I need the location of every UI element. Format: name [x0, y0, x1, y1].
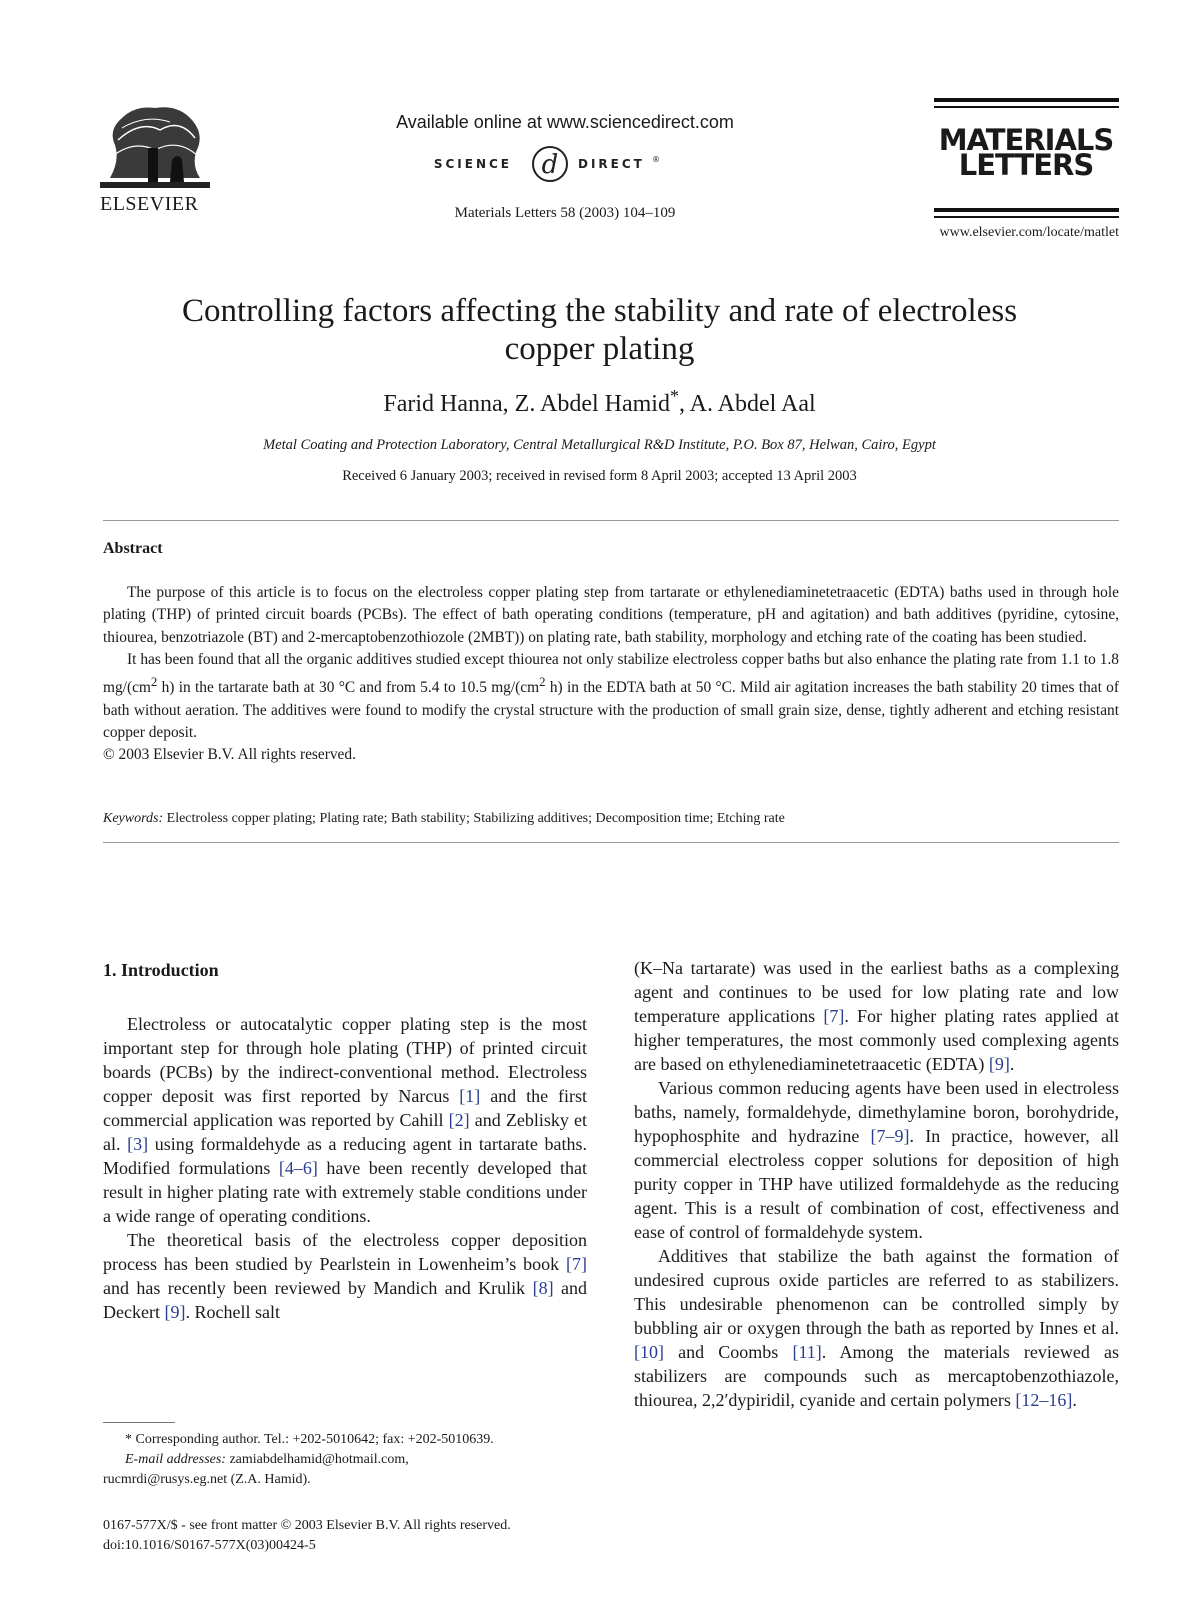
left-column [103, 1012, 587, 1324]
citation-link[interactable]: [7–9] [870, 1126, 910, 1146]
footnote-rule [103, 1422, 175, 1423]
sciencedirect-right: DIRECT [578, 157, 645, 171]
citation-link[interactable]: [8] [532, 1278, 554, 1298]
email-link[interactable]: rucmrdi@rusys.eg.net (Z.A. Hamid). [103, 1472, 311, 1487]
email-link[interactable]: zamiabdelhamid@hotmail.com, [225, 1452, 409, 1467]
citation-link[interactable]: [4–6] [278, 1158, 318, 1178]
paragraph-text: (K–Na tartarate) was used in the earliest baths as a complexing agent and continues to be used for low plating rate and low temperature applications [634, 958, 1119, 1026]
citation-link[interactable]: [10] [634, 1342, 664, 1362]
paragraph-text: . [1009, 1054, 1015, 1074]
paragraph-text: Various common reducing agents have been used in electroless baths, namely, formaldehyde, dimethylamine boron, borohydride, hypophosphite and hydrazine [634, 1078, 1119, 1146]
paragraph-text: have been recently developed that result in higher plating rate with extremely stable conditions under a wide range of operating conditions. [103, 1158, 587, 1226]
journal-rule [934, 208, 1119, 212]
author-list: Farid Hanna, Z. Abdel Hamid*, A. Abdel Aal [383, 386, 816, 417]
svg-text:d: d [541, 150, 559, 180]
body-paragraph [103, 1012, 587, 1228]
body-paragraph [634, 1244, 1119, 1412]
body-paragraph [634, 1076, 1119, 1244]
right-column [634, 956, 1119, 1412]
journal-url[interactable]: www.elsevier.com/locate/matlet [939, 225, 1119, 240]
paragraph-text: and the first commercial application was reported by Cahill [103, 1086, 587, 1130]
elsevier-tree-logo [100, 100, 210, 188]
footnote: * Corresponding author. Tel.: +202-5010642; fax: +202-5010639. E-mail addresses: zamiabdelhamid@hotmail.com, rucmrdi@rusys.eg.net (Z.A. Hamid). [103, 1430, 587, 1490]
sciencedirect-left: SCIENCE [433, 157, 512, 171]
citation-link[interactable]: [9] [164, 1302, 186, 1322]
available-online-text: Available online at www.sciencedirect.com [396, 112, 734, 132]
paragraph-text: and has recently been reviewed by Mandich and Krulik [103, 1278, 533, 1298]
paragraph-text: using formaldehyde as a reducing agent in tartarate baths. Modified formulations [103, 1134, 587, 1178]
front-matter [103, 1516, 663, 1556]
keywords: Keywords: Electroless copper plating; Plating rate; Bath stability; Stabilizing additives; Decomposition time; Etching rate [103, 811, 785, 826]
section-heading-introduction: 1. Introduction [103, 960, 219, 980]
affiliation: Metal Coating and Protection Laboratory, Central Metallurgical R&D Institute, P.O. Box 87, Helwan, Cairo, Egypt [263, 437, 936, 453]
citation-link[interactable]: [1] [459, 1086, 481, 1106]
paragraph-text: and Zeblisky et al. [103, 1110, 587, 1154]
paragraph-text: . Rochell salt [185, 1302, 280, 1322]
paragraph-text: . Among the materials reviewed as stabilizers are compounds such as mercaptobenzothiazole, thiourea, 2,2′dypiridil, cyanide and certain polymers [634, 1342, 1119, 1410]
citation-link[interactable]: [3] [127, 1134, 149, 1154]
abstract-paragraph: It has been found that all the organic additives studied except thiourea not only stabilize electroless copper baths but also enhance the plating rate from 1.1 to 1.8 $mg/(cm^2$ h) in the tartarate bath at 30 °C and from 5.4 to 10.5 $mg/(cm^2$ h) in the EDTA bath at 50 °C. Mild air agitation increases the bath stability 20 times that of bath without aeration. The additives were found to modify the crystal structure with the production of small grain size, dense, tightly adherent and etching resistant copper deposit. [103, 650, 1119, 741]
paragraph-text: . For higher plating rates applied at higher temperatures, the most commonly used complexing agents are based on ethylenediaminetetraacetic (EDTA) [634, 1006, 1119, 1074]
abstract-body [103, 582, 1119, 767]
sciencedirect-logo [400, 140, 730, 186]
citation-link[interactable]: [12–16] [1015, 1390, 1073, 1410]
elsevier-wordmark: ELSEVIER [100, 193, 199, 215]
journal-title: MATERIALS LETTERS [938, 123, 1114, 182]
citation-link[interactable]: [11] [792, 1342, 822, 1362]
doi-line[interactable]: doi:10.1016/S0167-577X(03)00424-5 [103, 1538, 316, 1553]
citation-link[interactable]: [2] [448, 1110, 470, 1130]
body-paragraph [634, 956, 1119, 1076]
paragraph-text: The theoretical basis of the electroless copper deposition process has been studied by Pearlstein in Lowenheim’s book [103, 1230, 587, 1274]
abstract-copyright: © 2003 Elsevier B.V. All rights reserved. [103, 746, 356, 764]
citation-link[interactable]: [9] [988, 1054, 1010, 1074]
paragraph-text: and Deckert [103, 1278, 587, 1322]
issn-line: 0167-577X/$ - see front matter © 2003 Elsevier B.V. All rights reserved. [103, 1518, 511, 1533]
section-divider [103, 842, 1119, 843]
corresponding-author-mark[interactable]: * [669, 386, 679, 406]
body-paragraph [103, 1228, 587, 1324]
paragraph-text: Additives that stabilize the bath against the formation of undesired cuprous oxide particles are referred to as stabilizers. This undesirable phenomenon can be controlled simply by bubbling air or oxygen through the bath as reported by Innes et al. [634, 1246, 1119, 1338]
article-title: Controlling factors affecting the stability and rate of electroless copper plating [181, 293, 1018, 367]
abstract-paragraph: The purpose of this article is to focus on the electroless copper plating step from tartarate or ethylenediaminetetraacetic (EDTA) baths used in through hole plating (THP) of printed circuit boards (PCBs). The effect of bath operating conditions (temperature, pH and agitation) and bath additives (pyridine, cytosine, thiourea, benzotriazole (BT) and 2-mercaptobenzothiozole (2MBT)) on plating rate, bath stability, morphology and etching rate of the coating has been studied. [103, 584, 1119, 646]
citation-link[interactable]: [7] [823, 1006, 845, 1026]
paragraph-text: Electroless or autocatalytic copper plating step is the most important step for through hole plating (THP) of printed circuit boards (PCBs) by the indirect-conventional method. Electroless copper deposit was first reported by Narcus [103, 1014, 587, 1106]
paragraph-text: and Coombs [664, 1342, 793, 1362]
received-dates: Received 6 January 2003; received in revised form 8 April 2003; accepted 13 April 2003 [342, 468, 857, 484]
journal-rule [934, 216, 1119, 218]
paragraph-text: . [1072, 1390, 1077, 1410]
section-divider [103, 520, 1119, 521]
citation-link[interactable]: [7] [566, 1254, 587, 1274]
journal-rule [934, 98, 1119, 102]
journal-reference: Materials Letters 58 (2003) 104–109 [454, 205, 676, 221]
paragraph-text: . In practice, however, all commercial electroless copper solutions for deposition of high purity copper in THP have utilized formaldehyde as the reducing agent. This is a result of combination of cost, effectiveness and ease of control of formaldehyde system. [634, 1126, 1119, 1242]
abstract-heading: Abstract [103, 540, 163, 557]
svg-text:®: ® [652, 155, 660, 164]
journal-rule [934, 106, 1119, 108]
